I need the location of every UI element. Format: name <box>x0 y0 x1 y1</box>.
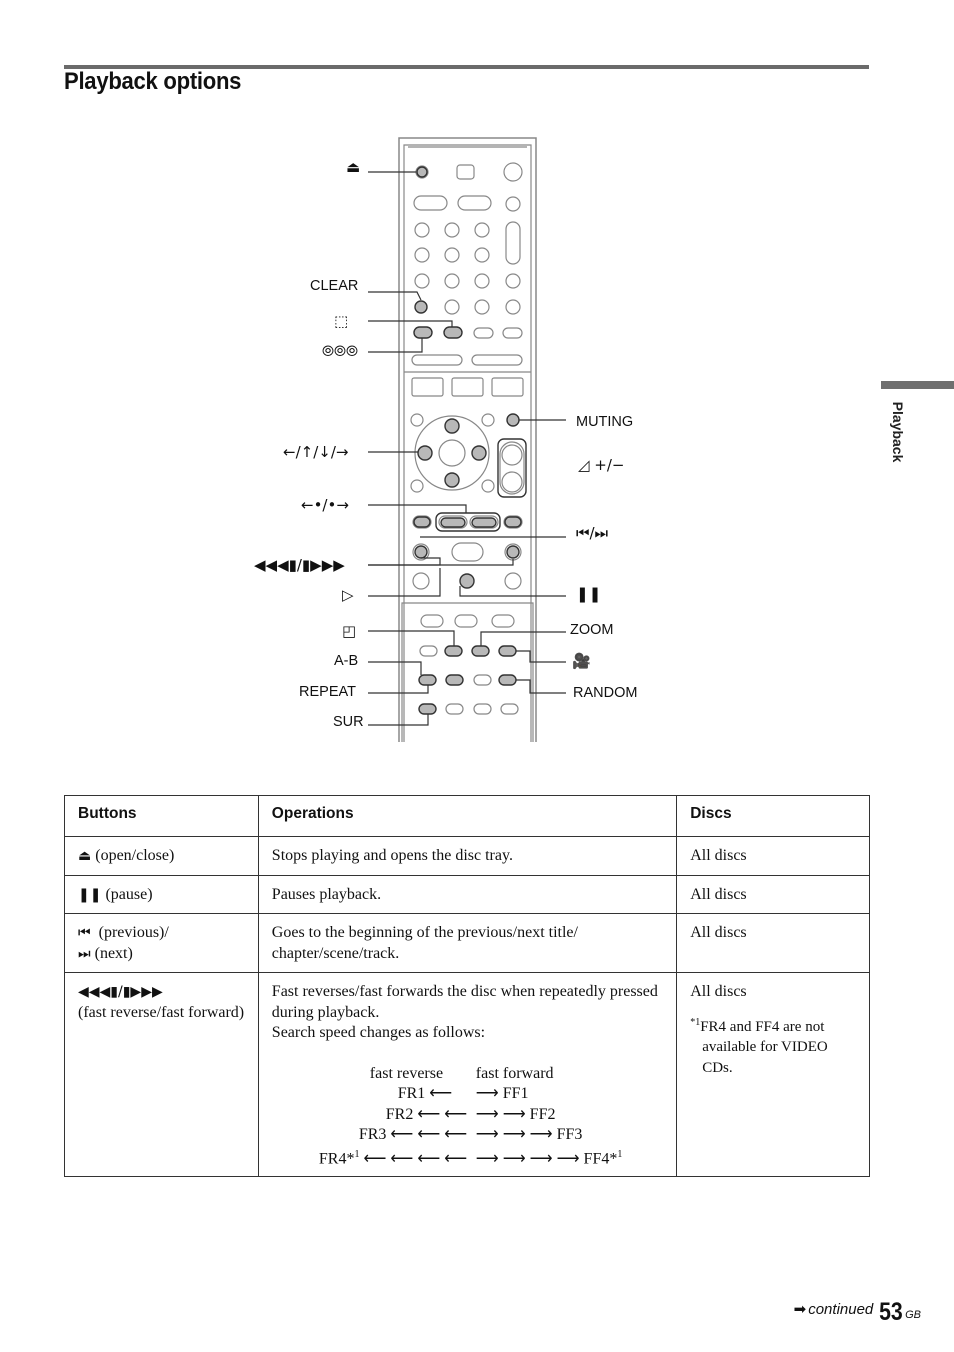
speed-rev-1: FR1 ⟵ <box>397 1084 453 1102</box>
discs-cell: All discs <box>677 837 870 876</box>
table-row <box>65 875 870 914</box>
speed-diagram <box>272 1064 663 1168</box>
play-icon: ▷ <box>342 586 354 604</box>
header-buttons: Buttons <box>65 796 259 837</box>
random-label: RANDOM <box>573 685 638 701</box>
angle-icon: ◰ <box>342 622 357 640</box>
table-header-row <box>65 796 870 837</box>
scan-slow-icon: ◀◀◀▮/▮▶▶▶ <box>254 556 345 574</box>
arrow-keys-icon: ←/↑/↓/→ <box>283 443 349 461</box>
speed-fwd-1: ⟶ FF1 <box>475 1084 529 1102</box>
prev-next-icon: ⏮/⏭ <box>576 524 609 542</box>
speed-fwd-header: fast forward <box>475 1064 554 1082</box>
previous-icon: ⏮ <box>78 925 91 941</box>
button-cell <box>65 875 259 914</box>
operations-table <box>64 795 870 1177</box>
discs-cell: All discs <box>677 875 870 914</box>
subtitle-icon: ⬚ <box>334 312 349 330</box>
sur-label: SUR <box>333 714 364 730</box>
speed-fwd-3: ⟶ ⟶ ⟶ FF3 <box>475 1125 583 1143</box>
button-cell <box>65 914 259 973</box>
continued-label: continued <box>808 1301 874 1318</box>
header-operations: Operations <box>258 796 676 837</box>
table-row <box>65 914 870 973</box>
page-title: Playback options <box>64 68 242 95</box>
table-row <box>65 973 870 1177</box>
button-label: (next) <box>94 944 133 962</box>
audio-icon: ⦾⦾⦾ <box>322 342 359 360</box>
eject-icon: ⏏ <box>78 848 92 864</box>
speed-fwd-4: ⟶ ⟶ ⟶ ⟶ FF4*$^1$ <box>475 1148 623 1167</box>
page-suffix: GB <box>905 1309 921 1321</box>
button-label: (fast reverse/fast forward) <box>78 1003 245 1021</box>
header-discs: Discs <box>677 796 870 837</box>
operation-cell: Stops playing and opens the disc tray. <box>258 837 676 876</box>
volume-icon: ◿ +/− <box>578 456 625 474</box>
page-number: 53 <box>879 1298 904 1326</box>
operation-cell <box>258 973 676 1177</box>
clear-label: CLEAR <box>310 278 359 294</box>
footnote: $^{*1}$FR4 and FF4 are not available for VIDEO CDs. <box>690 1016 828 1076</box>
speed-rev-header: fast reverse <box>369 1064 444 1082</box>
speed-rev-4: FR4*$^1$ ⟵ ⟵ ⟵ ⟵ <box>318 1148 468 1167</box>
button-cell <box>65 973 259 1177</box>
camera-icon: 🎥 <box>572 652 591 670</box>
pause-icon: ❚❚ <box>576 585 602 603</box>
ab-label: A-B <box>334 653 359 669</box>
discs-cell <box>677 973 870 1177</box>
button-cell <box>65 837 259 876</box>
zoom-label: ZOOM <box>570 622 614 638</box>
operation-cell: Pauses playback. <box>258 875 676 914</box>
page-footer <box>794 1298 921 1327</box>
button-label: (previous)/ <box>98 924 169 941</box>
side-tab-label: Playback <box>890 401 906 463</box>
table-row <box>65 837 870 876</box>
repeat-label: REPEAT <box>299 684 356 700</box>
speed-rev-2: FR2 ⟵ ⟵ <box>385 1105 468 1123</box>
button-label: (pause) <box>105 885 153 903</box>
scan-slow-icon: ◀◀◀▮/▮▶▶▶ <box>78 984 163 1000</box>
eject-icon: ⏏ <box>346 158 361 176</box>
operation-text-2: Search speed changes as follows: <box>271 1024 486 1041</box>
replay-advance-icon: ←•/•→ <box>301 496 349 514</box>
discs-text: All discs <box>690 983 747 1000</box>
speed-rev-3: FR3 ⟵ ⟵ ⟵ <box>358 1125 468 1143</box>
operation-text-1: Fast reverses/fast forwards the disc when repeatedly pressed during playback. <box>271 983 658 1021</box>
muting-label: MUTING <box>576 414 634 430</box>
speed-fwd-2: ⟶ ⟶ FF2 <box>475 1105 556 1123</box>
continued-arrow-icon: ➡ <box>793 1300 807 1318</box>
discs-cell: All discs <box>677 914 870 973</box>
pause-icon: ❚❚ <box>78 886 102 903</box>
next-icon: ⏭ <box>78 945 91 962</box>
operation-cell: Goes to the beginning of the previous/next title/ chapter/scene/track. <box>258 914 676 973</box>
button-label: (open/close) <box>95 847 175 864</box>
